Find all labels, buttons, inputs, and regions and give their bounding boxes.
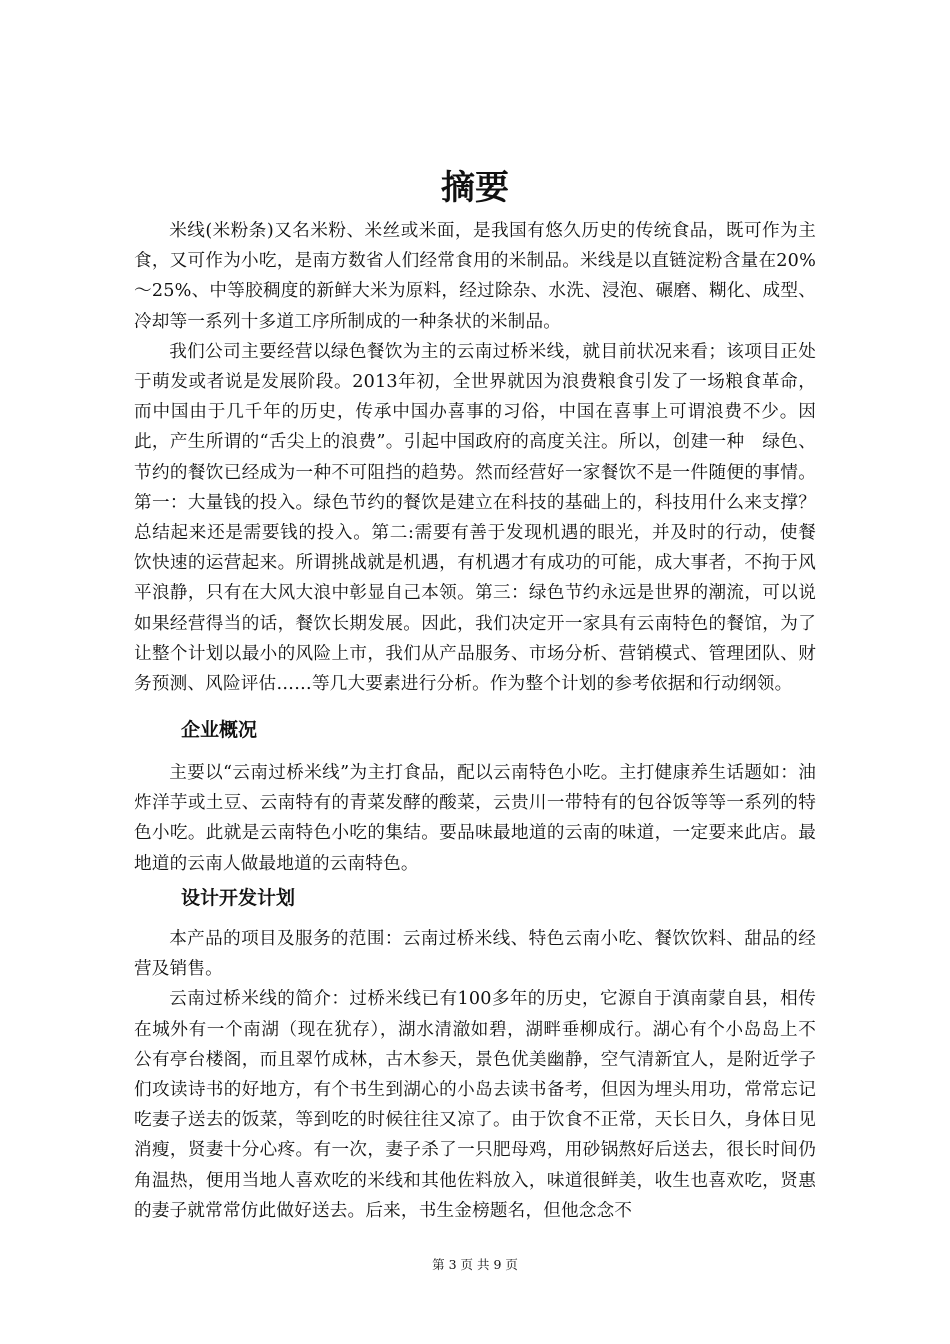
company-overview-paragraph: 主要以“云南过桥米线”为主打食品，配以云南特色小吃。主打健康养生话题如：油炸洋芋或土豆、云南特有的青菜发酵的酸菜，云贵川一带特有的包谷饭等等一系列的特色小吃。此就是云南特色小吃的集结。要品味最地道的云南的味道，一定要来此店。最地道的云南人做最地道的云南特色。 bbox=[134, 763, 816, 874]
abstract-paragraph-1: 米线(米粉条)又名米粉、米丝或米面，是我国有悠久历史的传统食品，既可作为主食，又可作为小吃，是南方数省人们经常食用的米制品。米线是以直链淀粉含量在20%～25%、中等胶稠度的新鲜大米为原料，经过除杂、水洗、浸泡、碾磨、糊化、成型、冷却等一系列十多道工序所制成的一种条状的米制品。 bbox=[134, 221, 816, 332]
design-plan-paragraph-2: 云南过桥米线的简介：过桥米线已有100多年的历史，它源自于滇南蒙自县，相传在城外有一个南湖（现在犹存），湖水清澈如碧，湖畔垂柳成行。湖心有个小岛岛上不公有亭台楼阁，而且翠竹成林，古木参天，景色优美幽静，空气清新宜人，是附近学子们攻读诗书的好地方，有个书生到湖心的小岛去读书备考，但因为埋头用功，常常忘记吃妻子送去的饭菜，等到吃的时候往往又凉了。由于饮食不正常，天长日久，身体日见消瘦，贤妻十分心疼。有一次，妻子杀了一只肥母鸡，用砂锅熬好后送去，很长时间仍角温热，便用当地人喜欢吃的米线和其他佐料放入，味道很鲜美，收生也喜欢吃，贤惠的妻子就常常仿此做好送去。后来，书生金榜题名，但他念念不 bbox=[134, 989, 816, 1221]
abstract-paragraph-2: 我们公司主要经营以绿色餐饮为主的云南过桥米线，就目前状况来看；该项目正处于萌发或者说是发展阶段。2013年初，全世界就因为浪费粮食引发了一场粮食革命，而中国由于几千年的历史，传承中国办喜事的习俗，中国在喜事上可谓浪费不少。因此，产生所谓的“舌尖上的浪费”。引起中国政府的高度关注。所以，创建一种 绿色、节约的餐饮已经成为一种不可阻挡的趋势。然而经营好一家餐饮不是一件随便的事情。第一：大量钱的投入。绿色节约的餐饮是建立在科技的基础上的，科技用什么来支撑？总结起来还是需要钱的投入。第二:需要有善于发现机遇的眼光，并及时的行动，使餐饮快速的运营起来。所谓挑战就是机遇，有机遇才有成功的可能，成大事者，不拘于风平浪静，只有在大风大浪中彰显自己本领。第三：绿色节约永远是世界的潮流，可以说如果经营得当的话，餐饮长期发展。因此，我们决定开一家具有云南特色的餐馆，为了让整个计划以最小的风险上市，我们从产品服务、市场分析、营销模式、管理团队、财务预测、风险评估……等几大要素进行分析。作为整个计划的参考依据和行动纲领。 bbox=[134, 341, 816, 695]
page-number-footer: 第 3 页 共 9 页 bbox=[432, 1257, 518, 1272]
section-heading-company-overview: 企业概况 bbox=[181, 719, 258, 741]
company-overview-body bbox=[134, 758, 816, 879]
design-plan-body bbox=[134, 924, 816, 1226]
abstract-body bbox=[134, 216, 816, 699]
section-heading-design-plan: 设计开发计划 bbox=[181, 887, 296, 909]
design-plan-paragraph-1: 本产品的项目及服务的范围：云南过桥米线、特色云南小吃、餐饮饮料、甜品的经营及销售。 bbox=[134, 929, 816, 980]
page-title: 摘要 bbox=[441, 168, 509, 208]
